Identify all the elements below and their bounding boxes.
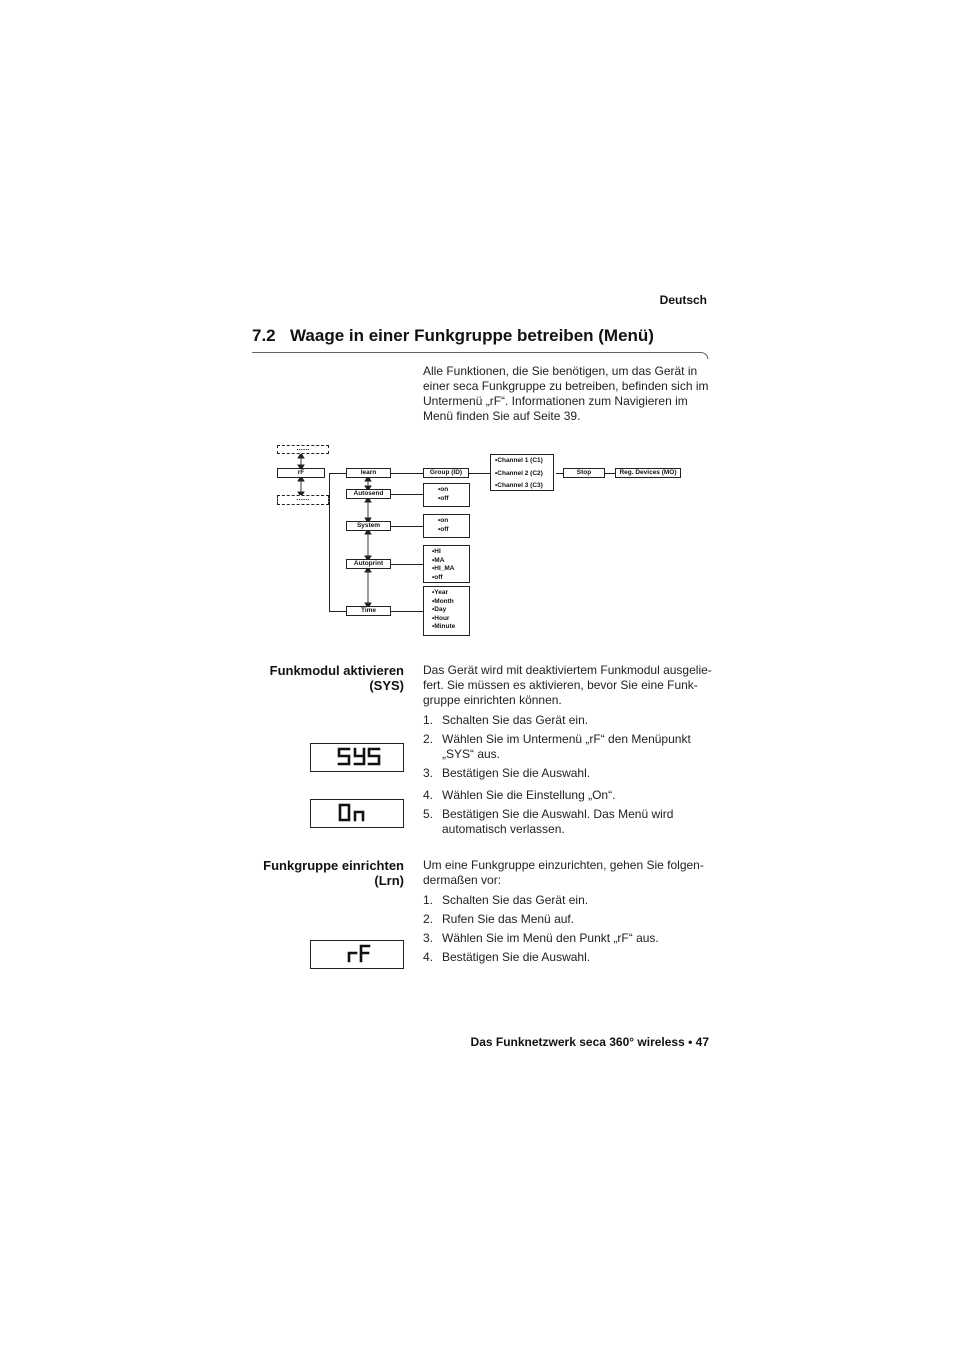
menu-time-box: Time [346,606,391,616]
sys-title-line1: Funkmodul aktivieren [269,663,404,678]
section-title: Waage in einer Funkgruppe betreiben (Menü) [290,326,654,345]
option-item: • HI_MA [432,565,469,574]
option-item: • Hour [432,615,469,624]
lcd-rf-segments [311,941,402,967]
step-item: 5. Bestätigen Sie die Auswahl. Das Menü wird automatisch verlassen. [423,807,674,836]
option-item: • off [438,495,469,504]
step-item: 1. Schalten Sie das Gerät ein. [423,713,589,727]
step-item: 4. Bestätigen Sie die Auswahl. [423,950,591,964]
option-item: • HI [432,548,469,557]
lcd-display-sys [310,743,404,772]
option-item: • MA [432,557,469,566]
channel-list [490,454,554,491]
step-item: 2. Rufen Sie das Menü auf. [423,912,575,926]
step-item: 1. Schalten Sie das Gerät ein. [423,893,589,907]
reg-devices-box: Reg. Devices (MO) [615,468,681,478]
group-id-box: Group (ID) [423,468,469,478]
option-item: • on [438,517,469,526]
autosend-options [423,483,470,507]
sys-intro-text: Das Gerät wird mit deaktiviertem Funkmodul ausgelie-fert. Sie müssen es aktivieren, bevor Sie eine Funk-gruppe einrichten können. [423,663,712,707]
channel-item: • Channel 2 (C2) [495,470,553,479]
lrn-title-line2: (Lrn) [374,873,404,888]
dots-bottom-box: ....... [277,495,329,505]
sys-steps-b [423,788,713,837]
option-item: • Minute [432,623,469,632]
step-item: 3. Bestätigen Sie die Auswahl. [423,766,591,780]
menu-diagram [270,440,690,640]
autoprint-options [423,545,470,583]
lrn-title-line1: Funkgruppe einrichten [263,858,404,873]
menu-autoprint-box: Autoprint [346,559,391,569]
sys-section-title [244,663,404,693]
rf-box: rF [277,468,325,478]
section-number: 7.2 [252,326,276,345]
option-item: • Year [432,589,469,598]
lcd-display-rf [310,940,404,969]
menu-learn-box: learn [346,468,391,478]
lcd-sys-segments [311,744,402,770]
lrn-section-title [244,858,404,888]
lrn-steps [423,893,713,965]
page-footer: Das Funknetzwerk seca 360° wireless • 47 [470,1035,709,1049]
system-options [423,514,470,538]
step-item: 3. Wählen Sie im Menü den Punkt „rF“ aus. [423,931,659,945]
dots-top-box: ....... [277,445,329,454]
step-item: 4. Wählen Sie die Einstellung „On“. [423,788,616,802]
lcd-on-segments [311,800,402,826]
sys-steps-a [423,713,713,781]
menu-autosend-box: Autosend [346,489,391,499]
option-item: • Month [432,598,469,607]
time-options [423,586,470,636]
heading-rule [252,351,712,361]
intro-text: Alle Funktionen, die Sie benötigen, um das Gerät in einer seca Funkgruppe zu betreiben, befinden sich im Untermenü „rF“. Informationen zum Navigieren im Menü finden Sie auf Seite 39. [423,364,709,423]
option-item: • Day [432,606,469,615]
lcd-display-on [310,799,404,828]
option-item: • on [438,486,469,495]
language-label: Deutsch [659,293,707,307]
channel-item: • Channel 1 (C1) [495,457,553,466]
step-item: 2. Wählen Sie im Untermenü „rF“ den Menüpunkt „SYS“ aus. [423,732,691,761]
menu-system-box: System [346,521,391,531]
option-item: • off [438,526,469,535]
section-heading [252,326,654,346]
stop-box: Stop [563,468,605,478]
sys-title-line2: (SYS) [369,678,404,693]
option-item: • off [432,574,469,583]
lrn-intro-text: Um eine Funkgruppe einzurichten, gehen Sie folgen-dermaßen vor: [423,858,704,887]
channel-item: • Channel 3 (C3) [495,482,553,491]
